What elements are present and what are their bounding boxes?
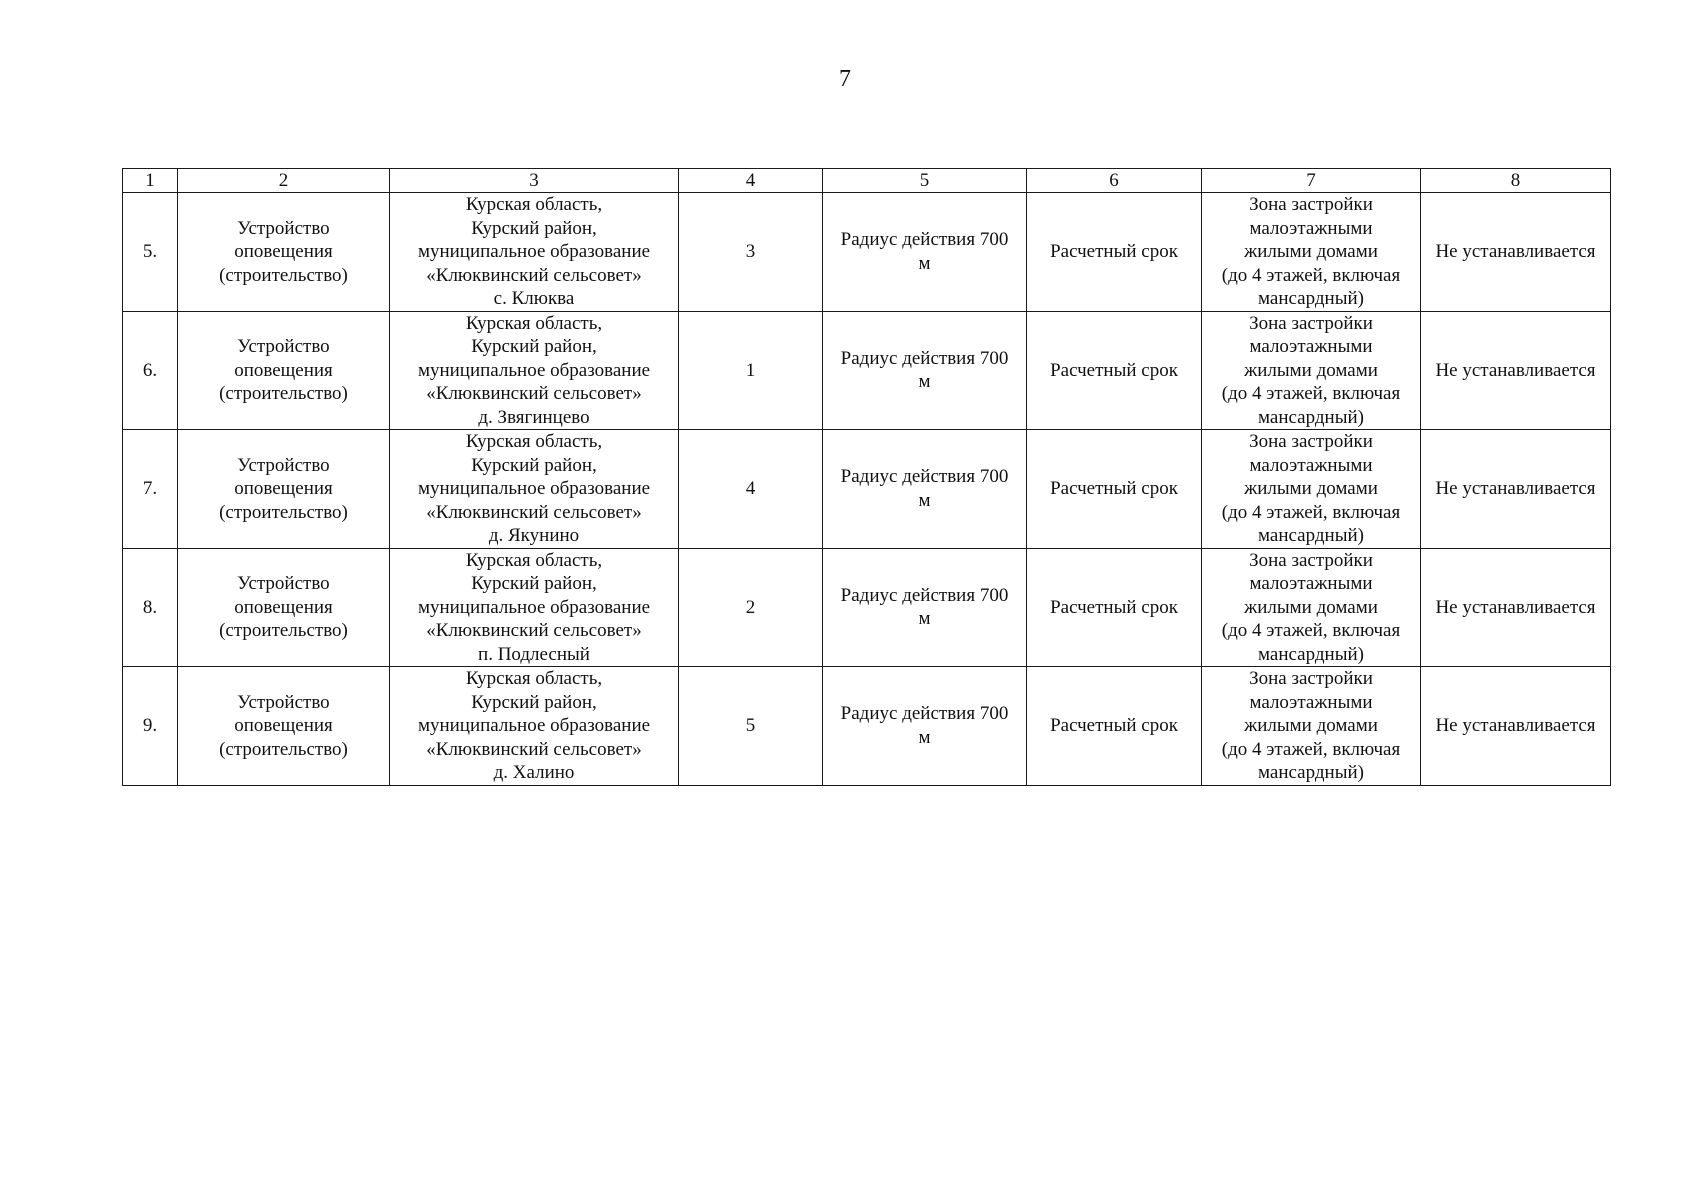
zone-cell-line: (до 4 этажей, включая bbox=[1221, 620, 1401, 641]
term-cell: Расчетный срок bbox=[1027, 667, 1202, 786]
location-cell-line: «Клюквинский сельсовет» bbox=[426, 620, 642, 641]
zone-cell-line: Зона застройки bbox=[1249, 549, 1373, 571]
location-cell-line: Курский район, bbox=[471, 691, 597, 713]
zone-cell-line: мансардный) bbox=[1258, 288, 1364, 309]
header-row bbox=[123, 169, 1611, 193]
zone-cell-line: (до 4 этажей, включая bbox=[1221, 264, 1401, 286]
location-cell-line: Курская область, bbox=[465, 549, 603, 571]
zone-cell-line: жилыми домами bbox=[1244, 359, 1378, 381]
zone-cell bbox=[1202, 430, 1421, 549]
radius-cell-line: Радиус действия 700 bbox=[840, 347, 1009, 369]
object-cell bbox=[178, 430, 390, 549]
term-cell: Расчетный срок bbox=[1027, 430, 1202, 549]
radius-cell-line: м bbox=[918, 489, 931, 511]
row-number-cell: 7. bbox=[123, 430, 178, 549]
zone-cell-line: малоэтажными bbox=[1249, 217, 1373, 239]
page-number: 7 bbox=[839, 66, 851, 92]
column-header: 8 bbox=[1421, 169, 1611, 193]
location-cell-line: п. Подлесный bbox=[478, 643, 590, 665]
zone-cell-line: (до 4 этажей, включая bbox=[1221, 501, 1401, 523]
zone-cell-line: (до 4 этажей, включая bbox=[1221, 738, 1401, 760]
zone-cell-line: жилыми домами bbox=[1244, 715, 1378, 736]
zone-cell-line: мансардный) bbox=[1258, 762, 1364, 783]
object-cell-line: оповещения bbox=[234, 478, 333, 499]
radius-cell bbox=[823, 311, 1027, 430]
table-row bbox=[123, 548, 1611, 667]
object-cell-line: Устройство bbox=[237, 691, 330, 713]
location-cell-line: муниципальное образование bbox=[417, 596, 651, 618]
location-cell-line: д. Якунино bbox=[488, 525, 580, 546]
location-cell bbox=[390, 311, 679, 430]
location-cell bbox=[390, 193, 679, 312]
zone-cell-line: малоэтажными bbox=[1249, 454, 1373, 476]
zone-cell-line: Зона застройки bbox=[1249, 668, 1373, 689]
object-cell-line: оповещения bbox=[234, 241, 333, 262]
column-header: 3 bbox=[390, 169, 679, 193]
status-cell: Не устанавливается bbox=[1421, 430, 1611, 549]
quantity-cell: 3 bbox=[679, 193, 823, 312]
radius-cell-line: Радиус действия 700 bbox=[840, 703, 1009, 725]
location-cell-line: д. Халино bbox=[493, 762, 575, 783]
status-cell: Не устанавливается bbox=[1421, 311, 1611, 430]
location-cell bbox=[390, 430, 679, 549]
zone-cell-line: мансардный) bbox=[1258, 643, 1364, 665]
location-cell-line: муниципальное образование bbox=[417, 715, 651, 736]
radius-cell bbox=[823, 193, 1027, 312]
zone-cell bbox=[1202, 193, 1421, 312]
object-cell-line: (строительство) bbox=[219, 738, 348, 760]
location-cell-line: муниципальное образование bbox=[417, 478, 651, 499]
object-cell-line: (строительство) bbox=[219, 620, 348, 641]
status-cell: Не устанавливается bbox=[1421, 548, 1611, 667]
location-cell-line: «Клюквинский сельсовет» bbox=[426, 383, 642, 404]
location-cell-line: муниципальное образование bbox=[417, 359, 651, 381]
radius-cell-line: Радиус действия 700 bbox=[840, 584, 1009, 606]
radius-cell bbox=[823, 430, 1027, 549]
quantity-cell: 5 bbox=[679, 667, 823, 786]
location-cell-line: Курский район, bbox=[471, 336, 597, 357]
zone-cell bbox=[1202, 311, 1421, 430]
column-header: 5 bbox=[823, 169, 1027, 193]
object-cell bbox=[178, 667, 390, 786]
location-cell-line: Курский район, bbox=[471, 217, 597, 239]
zone-cell-line: (до 4 этажей, включая bbox=[1221, 383, 1401, 404]
zone-cell-line: малоэтажными bbox=[1249, 573, 1373, 594]
status-cell: Не устанавливается bbox=[1421, 667, 1611, 786]
radius-cell-line: м bbox=[918, 726, 931, 748]
term-cell: Расчетный срок bbox=[1027, 193, 1202, 312]
object-cell-line: (строительство) bbox=[219, 501, 348, 523]
location-cell-line: Курская область, bbox=[465, 194, 603, 215]
zone-cell-line: жилыми домами bbox=[1244, 478, 1378, 499]
object-cell-line: (строительство) bbox=[219, 264, 348, 286]
location-cell-line: Курская область, bbox=[465, 431, 603, 452]
zone-cell-line: Зона застройки bbox=[1249, 194, 1373, 215]
object-cell-line: (строительство) bbox=[219, 383, 348, 404]
object-cell-line: Устройство bbox=[237, 454, 330, 476]
table-body bbox=[123, 193, 1611, 786]
column-header: 2 bbox=[178, 169, 390, 193]
term-cell: Расчетный срок bbox=[1027, 311, 1202, 430]
radius-cell-line: Радиус действия 700 bbox=[840, 229, 1009, 251]
location-cell-line: муниципальное образование bbox=[417, 241, 651, 262]
quantity-cell: 2 bbox=[679, 548, 823, 667]
location-cell-line: с. Клюква bbox=[493, 288, 575, 309]
zone-cell-line: мансардный) bbox=[1258, 525, 1364, 546]
table-row bbox=[123, 667, 1611, 786]
row-number-cell: 5. bbox=[123, 193, 178, 312]
table-row bbox=[123, 430, 1611, 549]
location-cell-line: Курский район, bbox=[471, 573, 597, 594]
table-row bbox=[123, 311, 1611, 430]
radius-cell-line: м bbox=[918, 371, 931, 393]
radius-cell-line: м bbox=[918, 608, 931, 630]
zone-cell-line: мансардный) bbox=[1258, 406, 1364, 428]
location-cell-line: «Клюквинский сельсовет» bbox=[426, 501, 642, 523]
row-number-cell: 6. bbox=[123, 311, 178, 430]
radius-cell-line: м bbox=[918, 252, 931, 274]
object-cell-line: оповещения bbox=[234, 715, 333, 736]
quantity-cell: 1 bbox=[679, 311, 823, 430]
row-number-cell: 9. bbox=[123, 667, 178, 786]
zone-cell bbox=[1202, 667, 1421, 786]
object-cell-line: оповещения bbox=[234, 596, 333, 618]
table-row bbox=[123, 193, 1611, 312]
zone-cell bbox=[1202, 548, 1421, 667]
zone-cell-line: Зона застройки bbox=[1249, 312, 1373, 334]
location-cell-line: Курская область, bbox=[465, 668, 603, 689]
status-cell: Не устанавливается bbox=[1421, 193, 1611, 312]
column-header: 4 bbox=[679, 169, 823, 193]
column-header: 7 bbox=[1202, 169, 1421, 193]
row-number-cell: 8. bbox=[123, 548, 178, 667]
location-cell bbox=[390, 667, 679, 786]
radius-cell-line: Радиус действия 700 bbox=[840, 466, 1009, 488]
zone-cell-line: малоэтажными bbox=[1249, 336, 1373, 357]
object-cell-line: Устройство bbox=[237, 217, 330, 239]
term-cell: Расчетный срок bbox=[1027, 548, 1202, 667]
zone-cell-line: малоэтажными bbox=[1249, 691, 1373, 713]
location-cell-line: д. Звягинцево bbox=[478, 406, 590, 428]
location-cell-line: Курская область, bbox=[465, 312, 603, 334]
location-cell-line: «Клюквинский сельсовет» bbox=[426, 264, 642, 286]
location-cell bbox=[390, 548, 679, 667]
radius-cell bbox=[823, 667, 1027, 786]
location-cell-line: «Клюквинский сельсовет» bbox=[426, 738, 642, 760]
object-cell-line: оповещения bbox=[234, 359, 333, 381]
object-cell bbox=[178, 548, 390, 667]
zone-cell-line: жилыми домами bbox=[1244, 596, 1378, 618]
quantity-cell: 4 bbox=[679, 430, 823, 549]
zone-cell-line: Зона застройки bbox=[1249, 431, 1373, 452]
object-cell-line: Устройство bbox=[237, 336, 330, 357]
zone-cell-line: жилыми домами bbox=[1244, 241, 1378, 262]
object-cell bbox=[178, 193, 390, 312]
column-header: 1 bbox=[123, 169, 178, 193]
data-table bbox=[122, 168, 1611, 786]
radius-cell bbox=[823, 548, 1027, 667]
column-header: 6 bbox=[1027, 169, 1202, 193]
object-cell bbox=[178, 311, 390, 430]
object-cell-line: Устройство bbox=[237, 573, 330, 594]
location-cell-line: Курский район, bbox=[471, 454, 597, 476]
